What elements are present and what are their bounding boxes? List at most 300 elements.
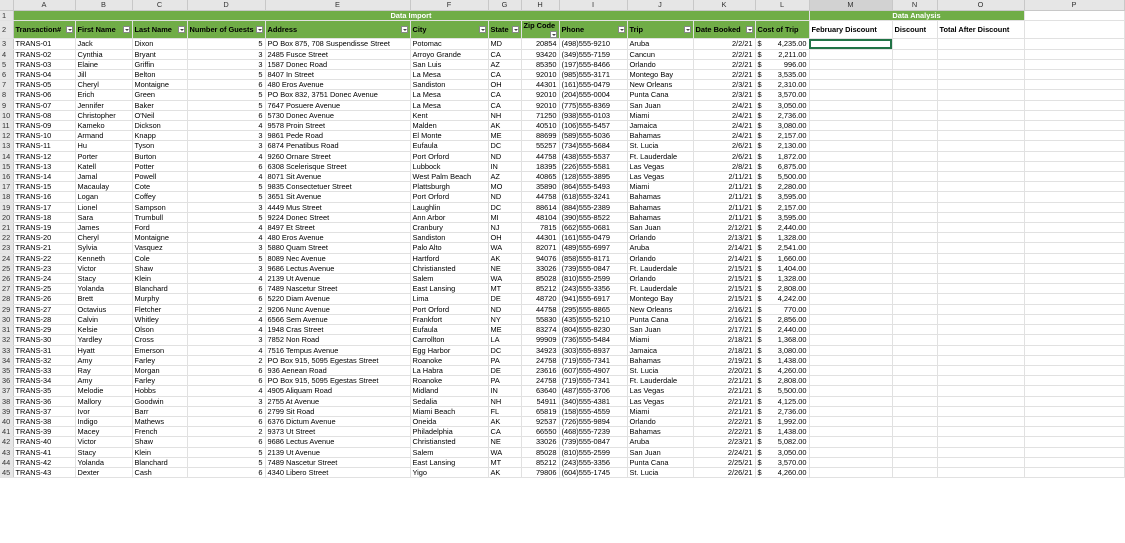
cell-zip[interactable]: 85212 — [521, 457, 559, 467]
cell[interactable] — [1024, 304, 1124, 314]
cell-guests[interactable]: 2 — [187, 304, 265, 314]
cell-date[interactable]: 2/22/21 — [693, 416, 755, 426]
cell-addr[interactable]: 9260 Ornare Street — [265, 151, 410, 161]
cell-cost[interactable] — [755, 355, 809, 365]
cell[interactable] — [1024, 406, 1124, 416]
cell[interactable] — [1024, 192, 1124, 202]
cell-state[interactable]: CA — [488, 100, 521, 110]
cell-trip[interactable]: Bahamas — [627, 212, 693, 222]
cell[interactable] — [937, 365, 1024, 375]
row-number[interactable]: 7 — [0, 80, 13, 90]
cell-zip[interactable]: 55830 — [521, 314, 559, 324]
cell-phone[interactable]: (736)555-5484 — [559, 335, 627, 345]
header-cell[interactable] — [132, 21, 187, 39]
cell-id[interactable]: TRANS-06 — [13, 90, 75, 100]
cell-city[interactable]: La Mesa — [410, 100, 488, 110]
cell-state[interactable]: AK — [488, 416, 521, 426]
cell-city[interactable]: Frankfort — [410, 314, 488, 324]
cell-last[interactable]: Baker — [132, 100, 187, 110]
cell-last[interactable]: Murphy — [132, 294, 187, 304]
cell[interactable] — [1024, 131, 1124, 141]
cell-addr[interactable]: 4905 Aliquam Road — [265, 386, 410, 396]
cell[interactable] — [1024, 345, 1124, 355]
cell-trip[interactable]: Bahamas — [627, 192, 693, 202]
header-cell[interactable] — [559, 21, 627, 39]
row-number[interactable]: 21 — [0, 223, 13, 233]
cell-state[interactable]: MO — [488, 182, 521, 192]
cell-date[interactable]: 2/15/21 — [693, 284, 755, 294]
cell-zip[interactable]: 48720 — [521, 294, 559, 304]
cell[interactable] — [937, 131, 1024, 141]
cell-zip[interactable]: 88699 — [521, 131, 559, 141]
cell-id[interactable]: TRANS-07 — [13, 100, 75, 110]
cell-date[interactable]: 2/15/21 — [693, 274, 755, 284]
cell-february-discount[interactable] — [809, 376, 892, 386]
cell-last[interactable]: Goodwin — [132, 396, 187, 406]
cell-addr[interactable]: 8407 In Street — [265, 70, 410, 80]
cell-phone[interactable]: (438)555-5537 — [559, 151, 627, 161]
cell-city[interactable]: Sandiston — [410, 233, 488, 243]
cell-february-discount[interactable] — [809, 447, 892, 457]
cell-phone[interactable]: (128)555-3895 — [559, 172, 627, 182]
row-number[interactable]: 1 — [0, 11, 13, 21]
header-cell[interactable] — [521, 21, 559, 39]
cell-first[interactable]: Lionel — [75, 202, 132, 212]
filter-dropdown-icon[interactable] — [123, 26, 130, 33]
cell[interactable] — [1024, 335, 1124, 345]
cell-zip[interactable]: 63640 — [521, 386, 559, 396]
cell-last[interactable]: Dixon — [132, 39, 187, 49]
cell-id[interactable]: TRANS-14 — [13, 172, 75, 182]
cell-guests[interactable]: 2 — [187, 427, 265, 437]
cell-city[interactable]: West Palm Beach — [410, 172, 488, 182]
cell-february-discount[interactable] — [809, 396, 892, 406]
cell-id[interactable]: TRANS-42 — [13, 457, 75, 467]
cell[interactable] — [892, 274, 937, 284]
cell-state[interactable]: OH — [488, 80, 521, 90]
cell-id[interactable]: TRANS-41 — [13, 447, 75, 457]
cell-phone[interactable]: (498)555-9210 — [559, 39, 627, 49]
cell-state[interactable]: ME — [488, 131, 521, 141]
cell[interactable] — [892, 39, 937, 49]
cell-guests[interactable]: 6 — [187, 365, 265, 375]
cell-cost[interactable] — [755, 182, 809, 192]
cell-zip[interactable]: 20854 — [521, 39, 559, 49]
cell-state[interactable]: NH — [488, 110, 521, 120]
cell-trip[interactable]: Las Vegas — [627, 386, 693, 396]
cell-first[interactable]: Porter — [75, 151, 132, 161]
cell-first[interactable]: Kenneth — [75, 253, 132, 263]
cell-february-discount[interactable] — [809, 457, 892, 467]
cell-guests[interactable]: 4 — [187, 314, 265, 324]
cell-addr[interactable]: 2139 Ut Avenue — [265, 274, 410, 284]
cell-addr[interactable]: 1948 Cras Street — [265, 325, 410, 335]
cell-phone[interactable]: (204)555-0004 — [559, 90, 627, 100]
cell[interactable] — [892, 406, 937, 416]
cell-state[interactable]: MD — [488, 39, 521, 49]
cell-addr[interactable]: 7489 Nascetur Street — [265, 284, 410, 294]
cell-first[interactable]: Brett — [75, 294, 132, 304]
cell-phone[interactable]: (340)555-4381 — [559, 396, 627, 406]
cell-first[interactable]: Amy — [75, 355, 132, 365]
column-header[interactable]: N — [892, 0, 937, 11]
header-cell[interactable] — [265, 21, 410, 39]
cell[interactable] — [937, 467, 1024, 477]
cell-date[interactable]: 2/8/21 — [693, 161, 755, 171]
cell-guests[interactable]: 6 — [187, 161, 265, 171]
cell-city[interactable]: Plattsburgh — [410, 182, 488, 192]
cell-phone[interactable]: (719)555-7341 — [559, 355, 627, 365]
cell-city[interactable]: El Monte — [410, 131, 488, 141]
cell-addr[interactable]: 8497 Et Street — [265, 223, 410, 233]
cell-city[interactable]: Port Orford — [410, 151, 488, 161]
cell-guests[interactable]: 6 — [187, 406, 265, 416]
row-number[interactable]: 25 — [0, 263, 13, 273]
cell-phone[interactable]: (435)555-5210 — [559, 314, 627, 324]
cell-february-discount[interactable] — [809, 243, 892, 253]
cell-guests[interactable]: 3 — [187, 49, 265, 59]
row-number[interactable]: 32 — [0, 335, 13, 345]
cell-city[interactable]: Port Orford — [410, 304, 488, 314]
filter-dropdown-icon[interactable] — [479, 26, 486, 33]
cell-cost[interactable] — [755, 376, 809, 386]
cell-city[interactable]: Eufaula — [410, 325, 488, 335]
cell-city[interactable]: Yigo — [410, 467, 488, 477]
cell[interactable] — [937, 253, 1024, 263]
cell-date[interactable]: 2/2/21 — [693, 49, 755, 59]
column-header[interactable]: E — [265, 0, 410, 11]
cell-first[interactable]: Sara — [75, 212, 132, 222]
header-cell[interactable] — [627, 21, 693, 39]
cell-phone[interactable]: (158)555-4559 — [559, 406, 627, 416]
data-analysis-title[interactable]: Data Analysis — [809, 11, 1024, 21]
cell-addr[interactable]: 5220 Diam Avenue — [265, 294, 410, 304]
cell-city[interactable]: Philadelphia — [410, 427, 488, 437]
row-number[interactable]: 5 — [0, 59, 13, 69]
cell-city[interactable]: Palo Alto — [410, 243, 488, 253]
cell-trip[interactable]: Bahamas — [627, 427, 693, 437]
cell[interactable] — [937, 243, 1024, 253]
cell-cost[interactable] — [755, 172, 809, 182]
cell-id[interactable]: TRANS-28 — [13, 314, 75, 324]
cell[interactable] — [937, 110, 1024, 120]
cell-state[interactable]: NJ — [488, 223, 521, 233]
cell-cost[interactable] — [755, 80, 809, 90]
cell-state[interactable]: AK — [488, 467, 521, 477]
header-cell[interactable] — [13, 21, 75, 39]
row-number[interactable]: 45 — [0, 467, 13, 477]
cell-trip[interactable]: San Juan — [627, 223, 693, 233]
cell-date[interactable]: 2/18/21 — [693, 345, 755, 355]
cell-last[interactable]: Blanchard — [132, 457, 187, 467]
cell-trip[interactable]: Aruba — [627, 243, 693, 253]
cell[interactable] — [937, 90, 1024, 100]
cell-phone[interactable]: (884)555-2389 — [559, 202, 627, 212]
cell-february-discount[interactable] — [809, 386, 892, 396]
column-header[interactable]: F — [410, 0, 488, 11]
cell-guests[interactable]: 3 — [187, 59, 265, 69]
cell-date[interactable]: 2/13/21 — [693, 233, 755, 243]
cell-id[interactable]: TRANS-20 — [13, 233, 75, 243]
cell-date[interactable]: 2/22/21 — [693, 427, 755, 437]
cell-city[interactable]: Eufaula — [410, 141, 488, 151]
cell[interactable] — [1024, 90, 1124, 100]
cell-zip[interactable]: 85028 — [521, 274, 559, 284]
cell-addr[interactable]: 2755 At Avenue — [265, 396, 410, 406]
cell-date[interactable]: 2/2/21 — [693, 39, 755, 49]
cell-cost[interactable] — [755, 202, 809, 212]
cell[interactable] — [892, 223, 937, 233]
cell-trip[interactable]: Ft. Lauderdale — [627, 284, 693, 294]
cell[interactable] — [937, 192, 1024, 202]
cell[interactable] — [937, 294, 1024, 304]
header-cell[interactable] — [693, 21, 755, 39]
cell-guests[interactable]: 6 — [187, 437, 265, 447]
cell[interactable] — [892, 447, 937, 457]
cell-february-discount[interactable] — [809, 467, 892, 477]
cell-id[interactable]: TRANS-08 — [13, 110, 75, 120]
cell-city[interactable]: Hartford — [410, 253, 488, 263]
cell-trip[interactable]: Miami — [627, 335, 693, 345]
cell-id[interactable]: TRANS-30 — [13, 335, 75, 345]
cell-guests[interactable]: 3 — [187, 396, 265, 406]
cell-id[interactable]: TRANS-29 — [13, 325, 75, 335]
row-number[interactable]: 36 — [0, 376, 13, 386]
cell-february-discount[interactable] — [809, 121, 892, 131]
cell-state[interactable]: DC — [488, 345, 521, 355]
cell[interactable] — [937, 100, 1024, 110]
cell[interactable] — [1024, 212, 1124, 222]
cell-addr[interactable]: 6376 Dictum Avenue — [265, 416, 410, 426]
cell-city[interactable]: Midland — [410, 386, 488, 396]
cell-phone[interactable]: (487)555-3706 — [559, 386, 627, 396]
cell-addr[interactable]: PO Box 915, 5095 Egestas Street — [265, 355, 410, 365]
cell-first[interactable]: Yardley — [75, 335, 132, 345]
column-header[interactable]: D — [187, 0, 265, 11]
cell-first[interactable]: Amy — [75, 376, 132, 386]
cell[interactable] — [892, 355, 937, 365]
cell-first[interactable]: Stacy — [75, 447, 132, 457]
cell-last[interactable]: Tyson — [132, 141, 187, 151]
cell-first[interactable]: Christopher — [75, 110, 132, 120]
row-number[interactable]: 15 — [0, 161, 13, 171]
cell-phone[interactable]: (349)555-7159 — [559, 49, 627, 59]
cell-last[interactable]: Shaw — [132, 437, 187, 447]
cell-february-discount[interactable] — [809, 304, 892, 314]
cell-trip[interactable]: Cancun — [627, 49, 693, 59]
column-header[interactable]: O — [937, 0, 1024, 11]
cell[interactable] — [1024, 427, 1124, 437]
cell-addr[interactable]: 480 Eros Avenue — [265, 233, 410, 243]
cell-trip[interactable]: Orlando — [627, 233, 693, 243]
cell-cost[interactable] — [755, 467, 809, 477]
cell-id[interactable]: TRANS-03 — [13, 59, 75, 69]
cell-addr[interactable]: 9206 Nunc Avenue — [265, 304, 410, 314]
row-number[interactable]: 20 — [0, 212, 13, 222]
header-cell[interactable] — [1024, 21, 1124, 39]
cell-february-discount[interactable] — [809, 325, 892, 335]
cell-trip[interactable]: San Juan — [627, 325, 693, 335]
cell-date[interactable]: 2/4/21 — [693, 121, 755, 131]
cell-id[interactable]: TRANS-36 — [13, 396, 75, 406]
cell-id[interactable]: TRANS-17 — [13, 202, 75, 212]
cell-february-discount[interactable] — [809, 294, 892, 304]
cell-cost[interactable] — [755, 212, 809, 222]
cell-city[interactable]: Miami Beach — [410, 406, 488, 416]
cell-id[interactable]: TRANS-31 — [13, 345, 75, 355]
cell-phone[interactable]: (726)555-9894 — [559, 416, 627, 426]
cell-last[interactable]: Whitley — [132, 314, 187, 324]
cell-cost[interactable] — [755, 416, 809, 426]
cell-date[interactable]: 2/14/21 — [693, 243, 755, 253]
cell-date[interactable]: 2/18/21 — [693, 335, 755, 345]
cell[interactable] — [1024, 11, 1124, 21]
cell-february-discount[interactable] — [809, 49, 892, 59]
cell-first[interactable]: Elaine — [75, 59, 132, 69]
cell-trip[interactable]: New Orleans — [627, 304, 693, 314]
row-number[interactable]: 41 — [0, 427, 13, 437]
row-number[interactable]: 26 — [0, 274, 13, 284]
cell[interactable] — [1024, 49, 1124, 59]
row-number[interactable]: 28 — [0, 294, 13, 304]
cell-addr[interactable]: 9686 Lectus Avenue — [265, 263, 410, 273]
cell-date[interactable]: 2/11/21 — [693, 192, 755, 202]
cell-trip[interactable]: St. Lucia — [627, 141, 693, 151]
cell-february-discount[interactable] — [809, 80, 892, 90]
cell-city[interactable]: Egg Harbor — [410, 345, 488, 355]
column-header[interactable]: P — [1024, 0, 1124, 11]
cell-first[interactable]: Calvin — [75, 314, 132, 324]
cell-id[interactable]: TRANS-25 — [13, 284, 75, 294]
cell-guests[interactable]: 3 — [187, 335, 265, 345]
cell-february-discount[interactable] — [809, 151, 892, 161]
cell-cost[interactable] — [755, 100, 809, 110]
cell-id[interactable]: TRANS-26 — [13, 294, 75, 304]
cell-date[interactable]: 2/15/21 — [693, 263, 755, 273]
cell[interactable] — [892, 182, 937, 192]
cell[interactable] — [892, 243, 937, 253]
row-number[interactable]: 34 — [0, 355, 13, 365]
cell-february-discount[interactable] — [809, 233, 892, 243]
column-header[interactable]: B — [75, 0, 132, 11]
cell-zip[interactable]: 93420 — [521, 49, 559, 59]
cell-city[interactable]: Cranbury — [410, 223, 488, 233]
cell-cost[interactable] — [755, 192, 809, 202]
cell[interactable] — [1024, 386, 1124, 396]
cell-cost[interactable] — [755, 274, 809, 284]
cell-state[interactable]: CA — [488, 49, 521, 59]
cell-city[interactable]: Carrollton — [410, 335, 488, 345]
cell[interactable] — [1024, 365, 1124, 375]
cell[interactable] — [1024, 172, 1124, 182]
cell-trip[interactable]: New Orleans — [627, 80, 693, 90]
cell-cost[interactable] — [755, 263, 809, 273]
row-number[interactable]: 27 — [0, 284, 13, 294]
cell-phone[interactable]: (719)555-7341 — [559, 376, 627, 386]
cell-id[interactable]: TRANS-35 — [13, 386, 75, 396]
cell-zip[interactable]: 24758 — [521, 355, 559, 365]
cell-state[interactable]: AZ — [488, 59, 521, 69]
cell[interactable] — [937, 304, 1024, 314]
cell-addr[interactable]: 4340 Libero Street — [265, 467, 410, 477]
cell[interactable] — [937, 80, 1024, 90]
cell-phone[interactable]: (739)555-0847 — [559, 437, 627, 447]
cell-last[interactable]: Cote — [132, 182, 187, 192]
cell-trip[interactable]: Las Vegas — [627, 161, 693, 171]
cell-first[interactable]: Mallory — [75, 396, 132, 406]
cell-first[interactable]: Macey — [75, 427, 132, 437]
cell-last[interactable]: Montaigne — [132, 80, 187, 90]
cell[interactable] — [937, 355, 1024, 365]
cell-id[interactable]: TRANS-12 — [13, 151, 75, 161]
cell[interactable] — [892, 345, 937, 355]
cell-first[interactable]: Sylvia — [75, 243, 132, 253]
cell-cost[interactable] — [755, 110, 809, 120]
cell-first[interactable]: Octavius — [75, 304, 132, 314]
cell-addr[interactable]: 2485 Fusce Street — [265, 49, 410, 59]
cell-phone[interactable]: (618)555-3241 — [559, 192, 627, 202]
cell[interactable] — [892, 335, 937, 345]
cell-date[interactable]: 2/19/21 — [693, 355, 755, 365]
cell-city[interactable]: Malden — [410, 121, 488, 131]
row-number[interactable]: 38 — [0, 396, 13, 406]
cell[interactable] — [937, 457, 1024, 467]
cell[interactable] — [892, 437, 937, 447]
cell-phone[interactable]: (243)555-3356 — [559, 457, 627, 467]
cell-date[interactable]: 2/16/21 — [693, 314, 755, 324]
cell-zip[interactable]: 85028 — [521, 447, 559, 457]
cell-phone[interactable]: (607)555-4907 — [559, 365, 627, 375]
row-number[interactable]: 29 — [0, 304, 13, 314]
cell-date[interactable]: 2/15/21 — [693, 294, 755, 304]
cell-date[interactable]: 2/16/21 — [693, 304, 755, 314]
cell-id[interactable]: TRANS-15 — [13, 182, 75, 192]
row-number[interactable]: 14 — [0, 151, 13, 161]
cell[interactable] — [892, 457, 937, 467]
cell-phone[interactable]: (810)555-2599 — [559, 274, 627, 284]
cell-zip[interactable]: 44301 — [521, 80, 559, 90]
row-number[interactable]: 3 — [0, 39, 13, 49]
cell[interactable] — [892, 121, 937, 131]
row-number[interactable]: 22 — [0, 233, 13, 243]
cell-trip[interactable]: Miami — [627, 110, 693, 120]
cell-last[interactable]: Powell — [132, 172, 187, 182]
cell-phone[interactable]: (489)555-6997 — [559, 243, 627, 253]
cell-guests[interactable]: 6 — [187, 284, 265, 294]
cell-state[interactable]: PA — [488, 376, 521, 386]
cell-addr[interactable]: 7516 Tempus Avenue — [265, 345, 410, 355]
header-cell[interactable] — [75, 21, 132, 39]
cell-id[interactable]: TRANS-10 — [13, 131, 75, 141]
cell-trip[interactable]: Orlando — [627, 416, 693, 426]
cell-guests[interactable]: 5 — [187, 457, 265, 467]
cell-date[interactable]: 2/23/21 — [693, 437, 755, 447]
cell-trip[interactable]: Punta Cana — [627, 314, 693, 324]
cell-date[interactable]: 2/4/21 — [693, 131, 755, 141]
cell-february-discount[interactable] — [809, 172, 892, 182]
cell[interactable] — [937, 39, 1024, 49]
cell[interactable] — [892, 141, 937, 151]
cell-guests[interactable]: 4 — [187, 121, 265, 131]
cell-phone[interactable]: (243)555-3356 — [559, 284, 627, 294]
cell-cost[interactable] — [755, 284, 809, 294]
cell-state[interactable]: IN — [488, 386, 521, 396]
cell-cost[interactable] — [755, 345, 809, 355]
cell-last[interactable]: Mathews — [132, 416, 187, 426]
cell-first[interactable]: Cynthia — [75, 49, 132, 59]
cell-last[interactable]: Ford — [132, 223, 187, 233]
cell-state[interactable]: FL — [488, 406, 521, 416]
